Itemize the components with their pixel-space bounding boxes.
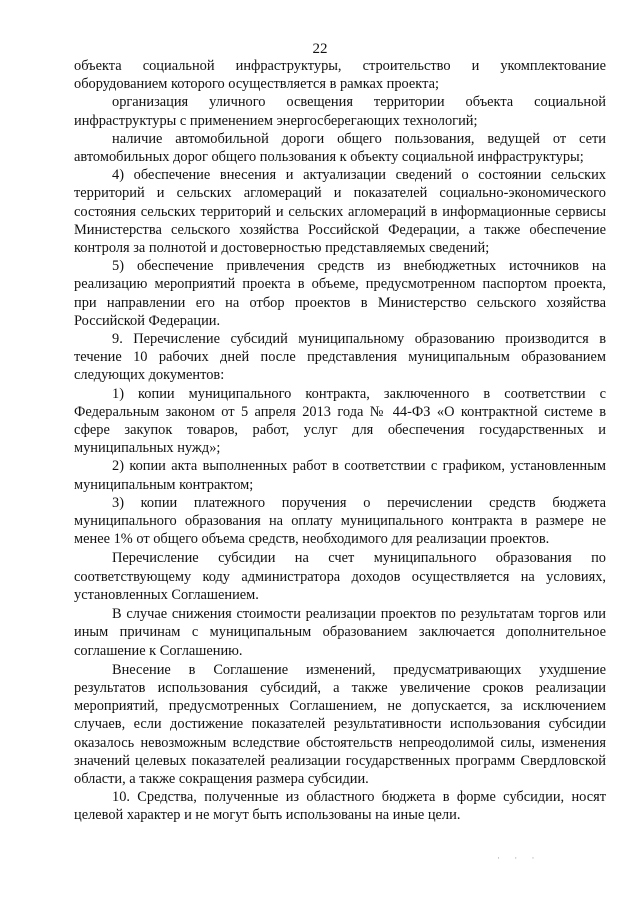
document-body: [74, 57, 606, 825]
paragraph-street-lighting: организация уличного освещения территории объекта социальной инфраструктуры с применением энергосберегающих технологий;: [74, 94, 606, 129]
paragraph-item-4: 4) обеспечение внесения и актуализации сведений о состоянии сельских территорий и сельских агломераций и показателей социально-экономического состояния сельских территорий и сельских агломераций в информационные сервисы Министерства сельского хозяйства Российской Федерации, а также обеспечение контроля за полнотой и достоверностью представляемых сведений;: [74, 167, 606, 257]
paragraph-road-access: наличие автомобильной дороги общего пользования, ведущей от сети автомобильных дорог общего пользования к объекту социальной инфраструктуры;: [74, 130, 606, 166]
scan-speck-decoration: · · ·: [497, 853, 541, 863]
paragraph-cost-reduction: В случае снижения стоимости реализации проектов по результатам торгов или иным причинам с муниципальным образованием заключается дополнительное соглашение к Соглашению.: [74, 606, 606, 659]
page-number: 22: [312, 41, 328, 57]
paragraph-amendments: Внесение в Соглашение изменений, предусматривающих ухудшение результатов использования субсидий, а также увеличение сроков реализации мероприятий, предусмотренных Соглашением, не допускается, за исключением случаев, если достижение показателей результативности использования субсидии оказалось невозможным вследствие обстоятельств непреодолимой силы, изменения значений целевых показателей реализации государственных программ Свердловской области, а также сокращения размера субсидии.: [74, 661, 606, 787]
paragraph-transfer: Перечисление субсидии на счет муниципального образования по соответствующему коду администратора доходов осуществляется на условиях, установленных Соглашением.: [74, 550, 606, 603]
paragraph-section-9: 9. Перечисление субсидий муниципальному образованию производится в течение 10 рабочих дней после представления муниципальным образованием следующих документов:: [74, 331, 606, 384]
paragraph-section-10: 10. Средства, полученные из областного бюджета в форме субсидии, носят целевой характер и не могут быть использованы на иные цели.: [74, 789, 606, 824]
paragraph-item-5: 5) обеспечение привлечения средств из внебюджетных источников на реализацию мероприятий проекта в объеме, предусмотренном паспортом проекта, при направлении его на отбор проектов в Министерство сельского хозяйства Российской Федерации.: [74, 258, 606, 329]
paragraph-doc-2: 2) копии акта выполненных работ в соответствии с графиком, установленным муниципальным контрактом;: [74, 458, 606, 493]
paragraph-doc-3: 3) копии платежного поручения о перечислении средств бюджета муниципального образования на оплату муниципального контракта в размере не менее 1% от общего объема средств, необходимого для реализации проектов.: [74, 494, 606, 548]
paragraph-doc-1: 1) копии муниципального контракта, заключенного в соответствии с Федеральным законом от 5 апреля 2013 года № 44-ФЗ «О контрактной системе в сфере закупок товаров, работ, услуг для обеспечения государственных и муниципальных нужд»;: [74, 385, 606, 457]
paragraph-continuation: объекта социальной инфраструктуры, строительство и укомплектование оборудованием которого осуществляется в рамках проекта;: [74, 58, 606, 93]
